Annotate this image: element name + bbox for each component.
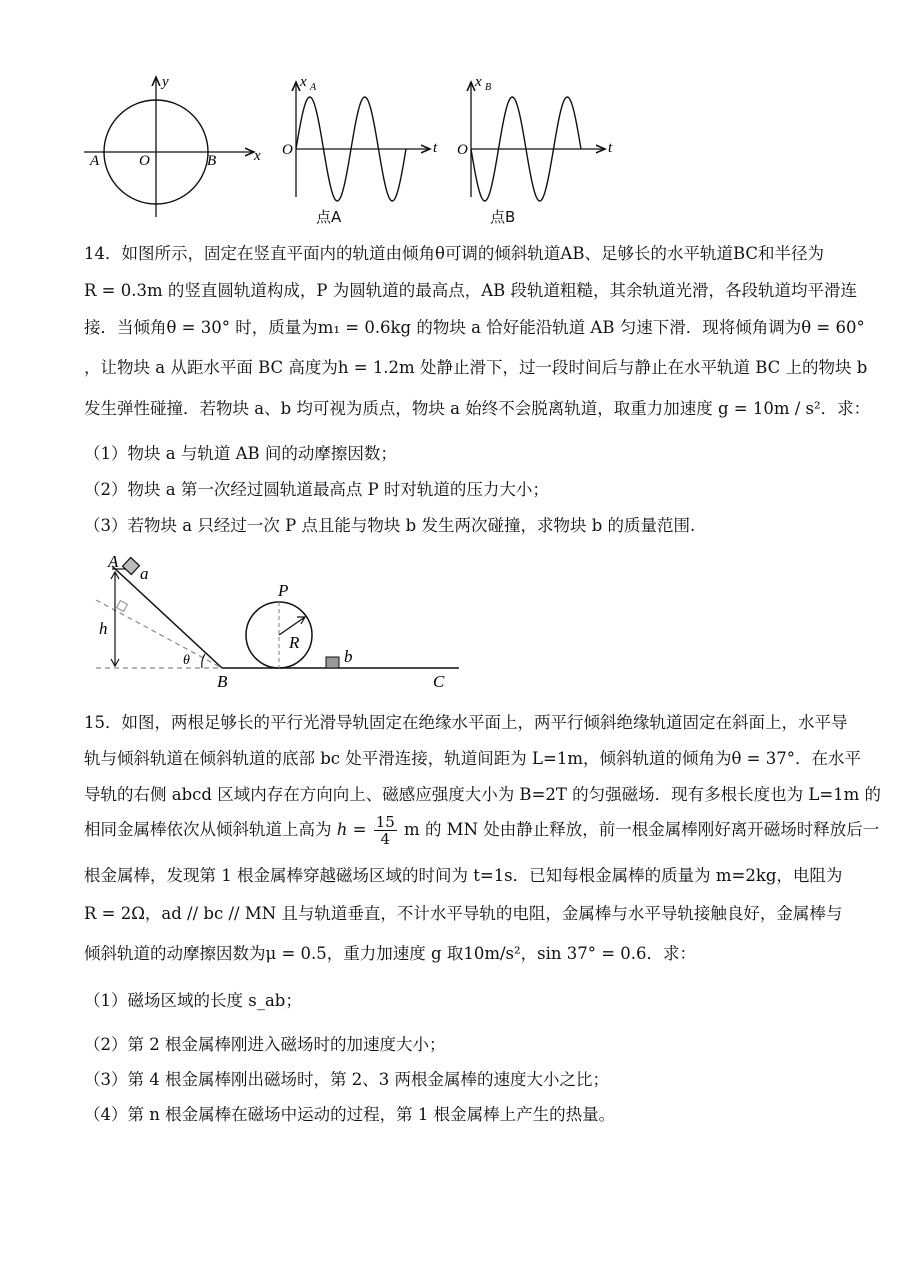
label-a: a — [140, 564, 149, 583]
q15-line-4-a: 相同金属棒依次从倾斜轨道上高为 — [84, 820, 332, 839]
q14-line-3: 接．当倾角θ = 30° 时，质量为m₁ = 0.6kg 的物块 a 恰好能沿轨道 AB 匀速下滑．现将倾角调为θ = 60° — [84, 318, 865, 337]
circle-point-b: B — [207, 153, 217, 169]
q14-line-2: R = 0.3m 的竖直圆轨道构成，P 为圆轨道的最高点，AB 段轨道粗糙，其余轨道光滑，各段轨道均平滑连 — [84, 281, 858, 300]
wave-a-ylabel: x — [300, 74, 307, 90]
q15-line-4 — [84, 814, 879, 847]
wave-a-figure — [280, 72, 450, 202]
q15-line-4-b: m 的 MN 处由静止释放，前一根金属棒刚好离开磁场时释放后一 — [404, 820, 880, 839]
q15-sub-3: （3）第 4 根金属棒刚出磁场时，第 2、3 两根金属棒的速度大小之比； — [84, 1070, 609, 1089]
h-fraction-den: 4 — [380, 830, 391, 848]
q15-line-2: 轨与倾斜轨道在倾斜轨道的底部 bc 处平滑连接，轨道间距为 L=1m，倾斜轨道的倾角为θ = 37°．在水平 — [84, 749, 861, 768]
q15-sub-1: （1）磁场区域的长度 s_ab； — [84, 991, 302, 1010]
label-R: R — [289, 633, 300, 652]
track-figure — [84, 550, 474, 695]
label-theta: θ — [183, 653, 190, 668]
q15-line-7: 倾斜轨道的动摩擦因数为μ = 0.5，重力加速度 g 取10m/s²，sin 37° = 0.6．求： — [84, 944, 697, 963]
circle-y-label: y — [162, 74, 169, 90]
q14-line-1: 14．如图所示，固定在竖直平面内的轨道由倾角θ可调的倾斜轨道AB、足够长的水平轨道BC和半径为 — [84, 244, 825, 263]
circle-point-a: A — [90, 153, 100, 169]
q14-line-5: 发生弹性碰撞．若物块 a、b 均可视为质点，物块 a 始终不会脱离轨道，取重力加速度 g = 10m / s²．求： — [84, 399, 871, 418]
h-formula: h = — [336, 820, 367, 839]
wave-b-origin: O — [457, 142, 468, 158]
wave-a-caption: 点A — [316, 208, 342, 226]
q15-line-5: 根金属棒，发现第 1 根金属棒穿越磁场区域的时间为 t=1s．已知每根金属棒的质量为 m=2kg，电阻为 — [84, 866, 843, 885]
block-a — [123, 558, 140, 575]
circle-origin-label: O — [139, 153, 150, 169]
q15-line-6: R = 2Ω，ad // bc // MN 且与轨道垂直，不计水平导轨的电阻，金属棒与水平导轨接触良好，金属棒与 — [84, 904, 843, 923]
label-P: P — [278, 581, 289, 600]
label-h: h — [99, 619, 108, 638]
wave-b-ylabel: x — [475, 74, 482, 90]
h-fraction — [374, 814, 397, 847]
label-b: b — [344, 647, 353, 666]
q14-line-4: ，让物块 a 从距水平面 BC 高度为h = 1.2m 处静止滑下，过一段时间后与静止在水平轨道 BC 上的物块 b — [84, 358, 868, 377]
wave-b-figure — [455, 72, 625, 202]
wave-b-ylabel-sub: B — [485, 82, 492, 93]
h-fraction-num: 15 — [375, 813, 395, 831]
wave-a-t-label: t — [433, 140, 438, 156]
label-B: B — [217, 672, 228, 691]
wave-a-ylabel-sub: A — [310, 82, 317, 93]
q15-sub-2: （2）第 2 根金属棒刚进入磁场时的加速度大小； — [84, 1035, 446, 1054]
wave-b-t-label: t — [608, 140, 613, 156]
q14-sub-3: （3）若物块 a 只经过一次 P 点且能与物块 b 发生两次碰撞，求物块 b 的质量范围. — [84, 516, 696, 535]
q14-sub-1: （1）物块 a 与轨道 AB 间的动摩擦因数； — [84, 444, 397, 463]
q15-line-3: 导轨的右侧 abcd 区域内存在方向向上、磁感应强度大小为 B=2T 的匀强磁场．现有多根长度也为 L=1m 的 — [84, 785, 882, 804]
q15-line-1: 15．如图，两根足够长的平行光滑导轨固定在绝缘水平面上，两平行倾斜绝缘轨道固定在斜面上，水平导 — [84, 713, 848, 732]
wave-a-origin: O — [282, 142, 293, 158]
label-C: C — [433, 672, 445, 691]
q14-sub-2: （2）物块 a 第一次经过圆轨道最高点 P 时对轨道的压力大小； — [84, 480, 549, 499]
block-b — [326, 657, 339, 668]
wave-b-caption: 点B — [490, 208, 516, 226]
circle-figure — [84, 72, 274, 222]
circle-x-label: x — [254, 148, 261, 164]
q15-sub-4: （4）第 n 根金属棒在磁场中运动的过程，第 1 根金属棒上产生的热量。 — [84, 1105, 616, 1124]
label-A: A — [108, 552, 119, 571]
